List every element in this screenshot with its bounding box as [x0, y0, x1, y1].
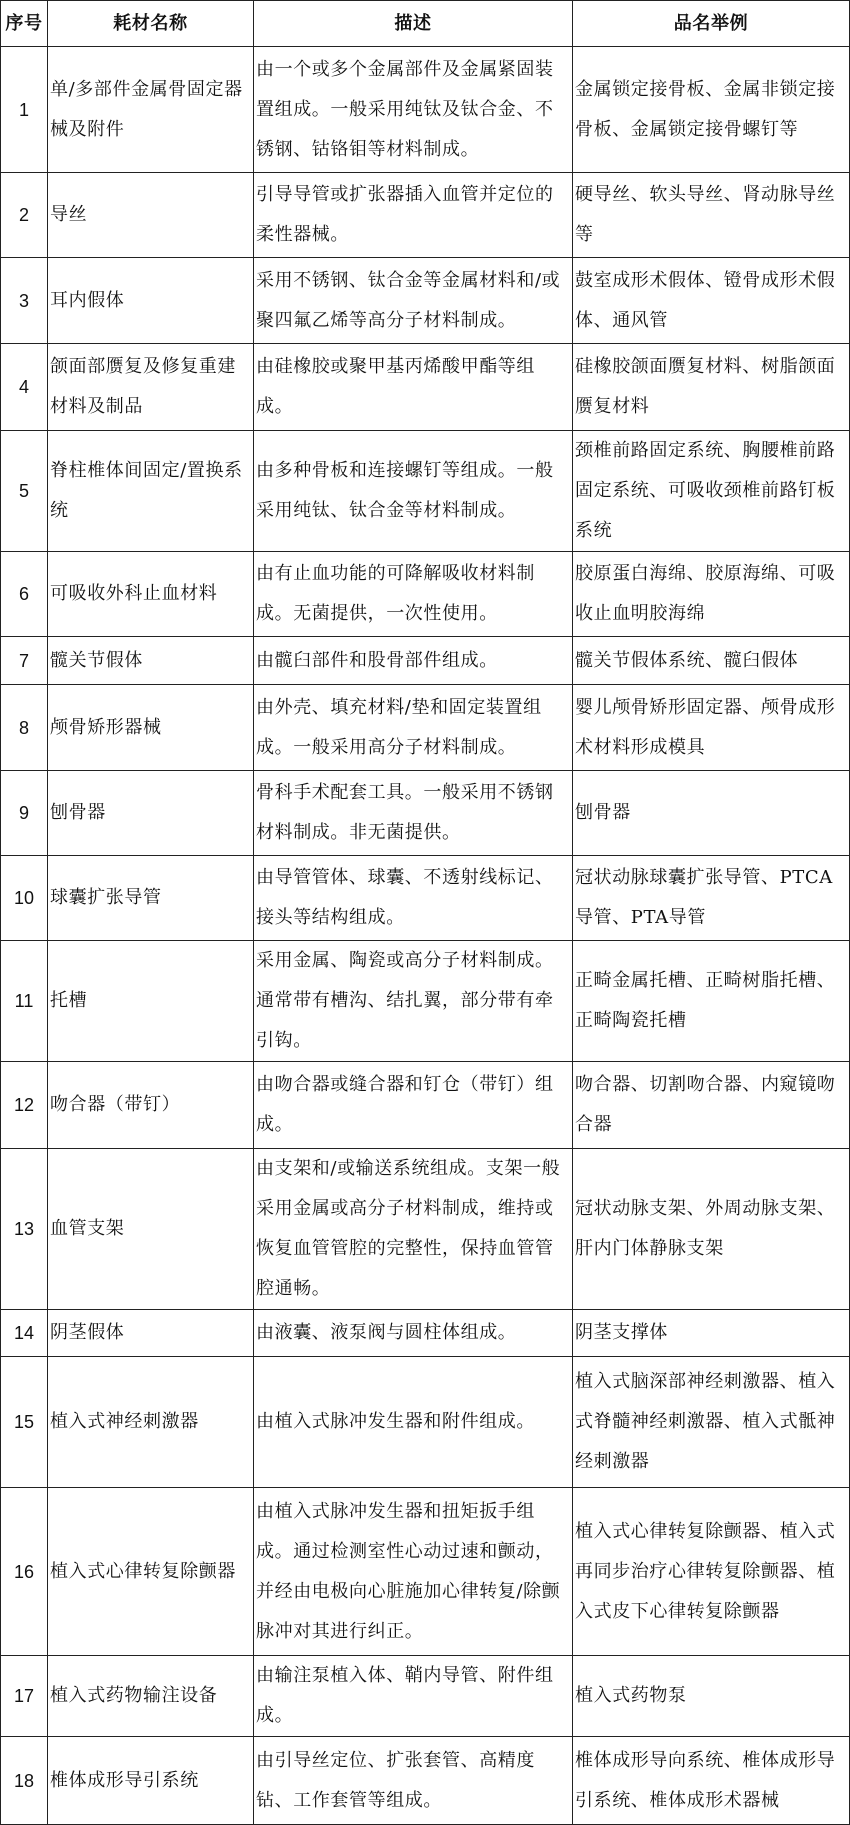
description: 由输注泵植入体、鞘内导管、附件组成。 — [254, 1656, 573, 1737]
row-index: 8 — [1, 685, 48, 771]
material-name: 刨骨器 — [48, 771, 254, 856]
material-name: 脊柱椎体间固定/置换系统 — [48, 431, 254, 552]
material-name: 血管支架 — [48, 1149, 254, 1310]
material-name: 单/多部件金属骨固定器械及附件 — [48, 47, 254, 173]
description: 由植入式脉冲发生器和扭矩扳手组成。通过检测室性心动过速和颤动，并经由电极向心脏施加心律转复/除颤脉冲对其进行纠正。 — [254, 1488, 573, 1656]
row-index: 18 — [1, 1737, 48, 1825]
material-name: 髋关节假体 — [48, 637, 254, 685]
row-index: 15 — [1, 1357, 48, 1488]
description: 由导管管体、球囊、不透射线标记、接头等结构组成。 — [254, 856, 573, 941]
material-name: 植入式心律转复除颤器 — [48, 1488, 254, 1656]
row-index: 4 — [1, 344, 48, 431]
table-row — [1, 685, 850, 771]
description: 由引导丝定位、扩张套管、高精度钻、工作套管等组成。 — [254, 1737, 573, 1825]
material-name: 椎体成形导引系统 — [48, 1737, 254, 1825]
material-name: 植入式神经刺激器 — [48, 1357, 254, 1488]
product-examples: 植入式药物泵 — [573, 1656, 850, 1737]
table-body — [1, 47, 850, 1825]
table-row — [1, 1737, 850, 1825]
product-examples: 椎体成形导向系统、椎体成形导引系统、椎体成形术器械 — [573, 1737, 850, 1825]
material-name: 球囊扩张导管 — [48, 856, 254, 941]
header-examples: 品名举例 — [573, 1, 850, 47]
row-index: 1 — [1, 47, 48, 173]
description: 骨科手术配套工具。一般采用不锈钢材料制成。非无菌提供。 — [254, 771, 573, 856]
product-examples: 正畸金属托槽、正畸树脂托槽、正畸陶瓷托槽 — [573, 941, 850, 1062]
row-index: 10 — [1, 856, 48, 941]
table-row — [1, 1149, 850, 1310]
header-description: 描述 — [254, 1, 573, 47]
header-name: 耗材名称 — [48, 1, 254, 47]
table-row — [1, 637, 850, 685]
material-name: 阴茎假体 — [48, 1310, 254, 1357]
product-examples: 婴儿颅骨矫形固定器、颅骨成形术材料形成模具 — [573, 685, 850, 771]
product-examples: 髋关节假体系统、髋臼假体 — [573, 637, 850, 685]
table-row — [1, 1357, 850, 1488]
material-name: 颅骨矫形器械 — [48, 685, 254, 771]
description: 由髋臼部件和股骨部件组成。 — [254, 637, 573, 685]
row-index: 16 — [1, 1488, 48, 1656]
description: 采用金属、陶瓷或高分子材料制成。通常带有槽沟、结扎翼，部分带有牵引钩。 — [254, 941, 573, 1062]
table-row — [1, 1310, 850, 1357]
material-name: 颌面部赝复及修复重建材料及制品 — [48, 344, 254, 431]
material-name: 可吸收外科止血材料 — [48, 552, 254, 637]
description: 由一个或多个金属部件及金属紧固装置组成。一般采用纯钛及钛合金、不锈钢、钴铬钼等材料制成。 — [254, 47, 573, 173]
header-index: 序号 — [1, 1, 48, 47]
table-row — [1, 771, 850, 856]
description: 由液囊、液泵阀与圆柱体组成。 — [254, 1310, 573, 1357]
description: 由吻合器或缝合器和钉仓（带钉）组成。 — [254, 1062, 573, 1149]
row-index: 14 — [1, 1310, 48, 1357]
table-row — [1, 1062, 850, 1149]
product-examples: 刨骨器 — [573, 771, 850, 856]
row-index: 5 — [1, 431, 48, 552]
row-index: 17 — [1, 1656, 48, 1737]
table-row — [1, 344, 850, 431]
table-row — [1, 431, 850, 552]
material-name: 植入式药物输注设备 — [48, 1656, 254, 1737]
row-index: 7 — [1, 637, 48, 685]
table-row — [1, 47, 850, 173]
row-index: 3 — [1, 258, 48, 344]
table-row — [1, 1488, 850, 1656]
description: 由支架和/或输送系统组成。支架一般采用金属或高分子材料制成，维持或恢复血管管腔的完整性，保持血管管腔通畅。 — [254, 1149, 573, 1310]
description: 引导导管或扩张器插入血管并定位的柔性器械。 — [254, 173, 573, 258]
row-index: 9 — [1, 771, 48, 856]
material-name: 导丝 — [48, 173, 254, 258]
table-header-row — [1, 1, 850, 47]
row-index: 2 — [1, 173, 48, 258]
product-examples: 吻合器、切割吻合器、内窥镜吻合器 — [573, 1062, 850, 1149]
table-row — [1, 173, 850, 258]
product-examples: 植入式心律转复除颤器、植入式再同步治疗心律转复除颤器、植入式皮下心律转复除颤器 — [573, 1488, 850, 1656]
description: 由外壳、填充材料/垫和固定装置组成。一般采用高分子材料制成。 — [254, 685, 573, 771]
material-name: 吻合器（带钉） — [48, 1062, 254, 1149]
product-examples: 颈椎前路固定系统、胸腰椎前路固定系统、可吸收颈椎前路钉板系统 — [573, 431, 850, 552]
product-examples: 硅橡胶颌面赝复材料、树脂颌面赝复材料 — [573, 344, 850, 431]
product-examples: 鼓室成形术假体、镫骨成形术假体、通风管 — [573, 258, 850, 344]
table-row — [1, 941, 850, 1062]
product-examples: 阴茎支撑体 — [573, 1310, 850, 1357]
table-row — [1, 258, 850, 344]
table-row — [1, 1656, 850, 1737]
product-examples: 冠状动脉支架、外周动脉支架、肝内门体静脉支架 — [573, 1149, 850, 1310]
product-examples: 冠状动脉球囊扩张导管、PTCA导管、PTA导管 — [573, 856, 850, 941]
product-examples: 金属锁定接骨板、金属非锁定接骨板、金属锁定接骨螺钉等 — [573, 47, 850, 173]
product-examples: 硬导丝、软头导丝、肾动脉导丝等 — [573, 173, 850, 258]
material-name: 耳内假体 — [48, 258, 254, 344]
product-examples: 胶原蛋白海绵、胶原海绵、可吸收止血明胶海绵 — [573, 552, 850, 637]
description: 由多种骨板和连接螺钉等组成。一般采用纯钛、钛合金等材料制成。 — [254, 431, 573, 552]
table-row — [1, 856, 850, 941]
row-index: 11 — [1, 941, 48, 1062]
description: 由有止血功能的可降解吸收材料制成。无菌提供，一次性使用。 — [254, 552, 573, 637]
row-index: 12 — [1, 1062, 48, 1149]
description: 采用不锈钢、钛合金等金属材料和/或聚四氟乙烯等高分子材料制成。 — [254, 258, 573, 344]
description: 由硅橡胶或聚甲基丙烯酸甲酯等组成。 — [254, 344, 573, 431]
row-index: 13 — [1, 1149, 48, 1310]
material-name: 托槽 — [48, 941, 254, 1062]
row-index: 6 — [1, 552, 48, 637]
table-row — [1, 552, 850, 637]
product-examples: 植入式脑深部神经刺激器、植入式脊髓神经刺激器、植入式骶神经刺激器 — [573, 1357, 850, 1488]
description: 由植入式脉冲发生器和附件组成。 — [254, 1357, 573, 1488]
